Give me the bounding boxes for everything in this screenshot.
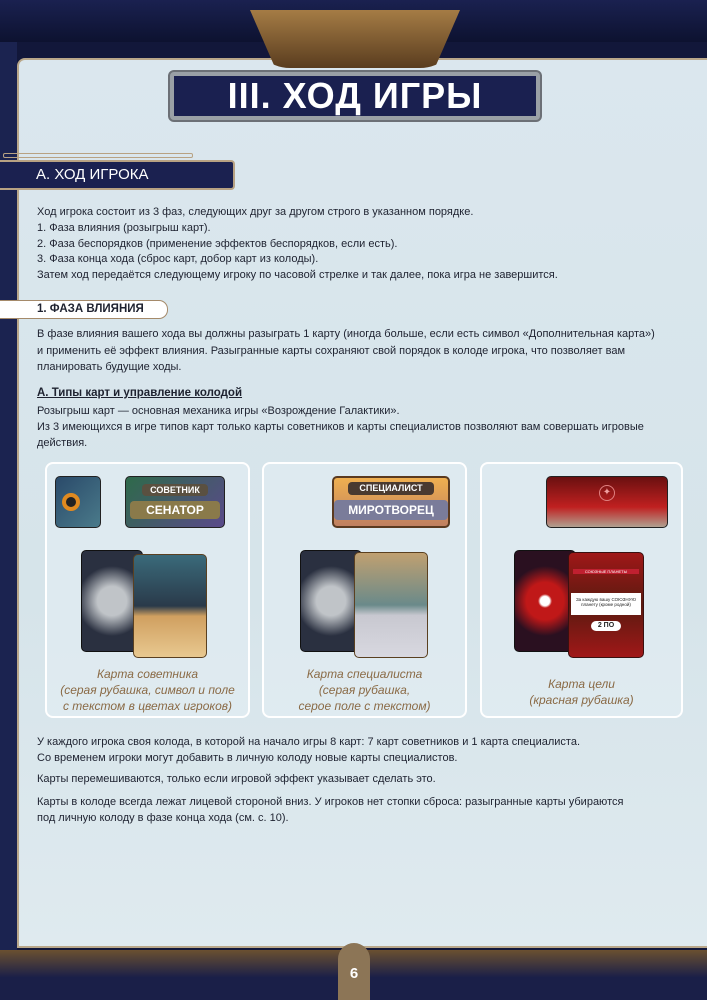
card-name-label: СЕНАТОР [130,501,220,519]
advisor-card-face [133,554,207,658]
text-line: У каждого игрока своя колода, в которой на начало игры 8 карт: 7 карт советников и 1 карта специалиста. [37,736,580,748]
objective-back-closeup: ✦ [546,476,668,528]
text-line: В фазе влияния вашего хода вы должны разыграть 1 карту (иногда больше, если есть символ «Дополнительная карта») [37,328,655,340]
text-line: Карты перемешиваются, только если игровой эффект указывает сделать это. [37,773,436,785]
player-symbol-icon [55,476,101,528]
text-line: Розыгрыш карт — основная механика игры «Возрождение Галактики». [37,405,400,417]
specialist-card-panel [262,462,467,718]
text-line: под личную колоду в фазе конца хода (см. с. 10). [37,812,289,824]
section-a-heading: А. ХОД ИГРОКА [0,160,235,190]
text-line: 3. Фаза конца хода (сброс карт, добор карт из колоды). [37,253,319,265]
top-ornament [250,10,460,68]
card-text: За каждую вашу СОЮЗНУЮ планету (кроме родной) [571,593,641,615]
card-title: СОЮЗНЫЕ ПЛАНЕТЫ [573,569,639,574]
text-line: Затем ход передаётся следующему игроку по часовой стрелке и так далее, пока игра не завершится. [37,269,558,281]
card-caption: Карта цели (красная рубашка) [529,677,634,707]
text-line: 2. Фаза беспорядков (применение эффектов беспорядков, если есть). [37,238,398,250]
text-line: Со временем игроки могут добавить в личную колоду новые карты специалистов. [37,752,458,764]
subheading: А. Типы карт и управление колодой [37,387,243,399]
specialist-tag-closeup [332,476,450,528]
card-caption: Карта советника (серая рубашка, символ и поле с текстом в цветах игроков) [60,667,235,713]
phase1-heading: 1. ФАЗА ВЛИЯНИЯ [0,300,168,319]
text-line: Ход игрока состоит из 3 фаз, следующих друг за другом строго в указанном порядке. [37,206,474,218]
advisor-tag-closeup [125,476,225,528]
card-type-label: СПЕЦИАЛИСТ [348,482,434,495]
card-type-label: СОВЕТНИК [142,484,208,496]
text-line: действия. [37,437,88,449]
page-title: III. ХОД ИГРЫ [170,72,540,120]
card-points: 2 ПО [591,621,621,631]
page-number: 6 [338,943,370,1000]
text-line: планировать будущие ходы. [37,361,182,373]
text-line: 1. Фаза влияния (розыгрыш карт). [37,222,211,234]
specialist-card-face [354,552,428,658]
section-decor [3,153,193,158]
objective-card-face [568,552,644,658]
text-line: и применить её эффект влияния. Разыгранные карты сохраняют свой порядок в колоде игрока, что позволяет вам [37,345,626,357]
card-name-label: МИРОТВОРЕЦ [334,500,448,520]
card-back [300,550,362,652]
advisor-card-panel [45,462,250,718]
card-caption: Карта специалиста (серая рубашка, серое поле с текстом) [298,667,431,713]
text-line: Карты в колоде всегда лежат лицевой стороной вниз. У игроков нет стопки сброса: разыгранные карты убираются [37,796,624,808]
card-back [514,550,576,652]
objective-card-panel [480,462,683,718]
text-line: Из 3 имеющихся в игре типов карт только карты советников и карты специалистов позволяют вам совершать игровые [37,421,644,433]
